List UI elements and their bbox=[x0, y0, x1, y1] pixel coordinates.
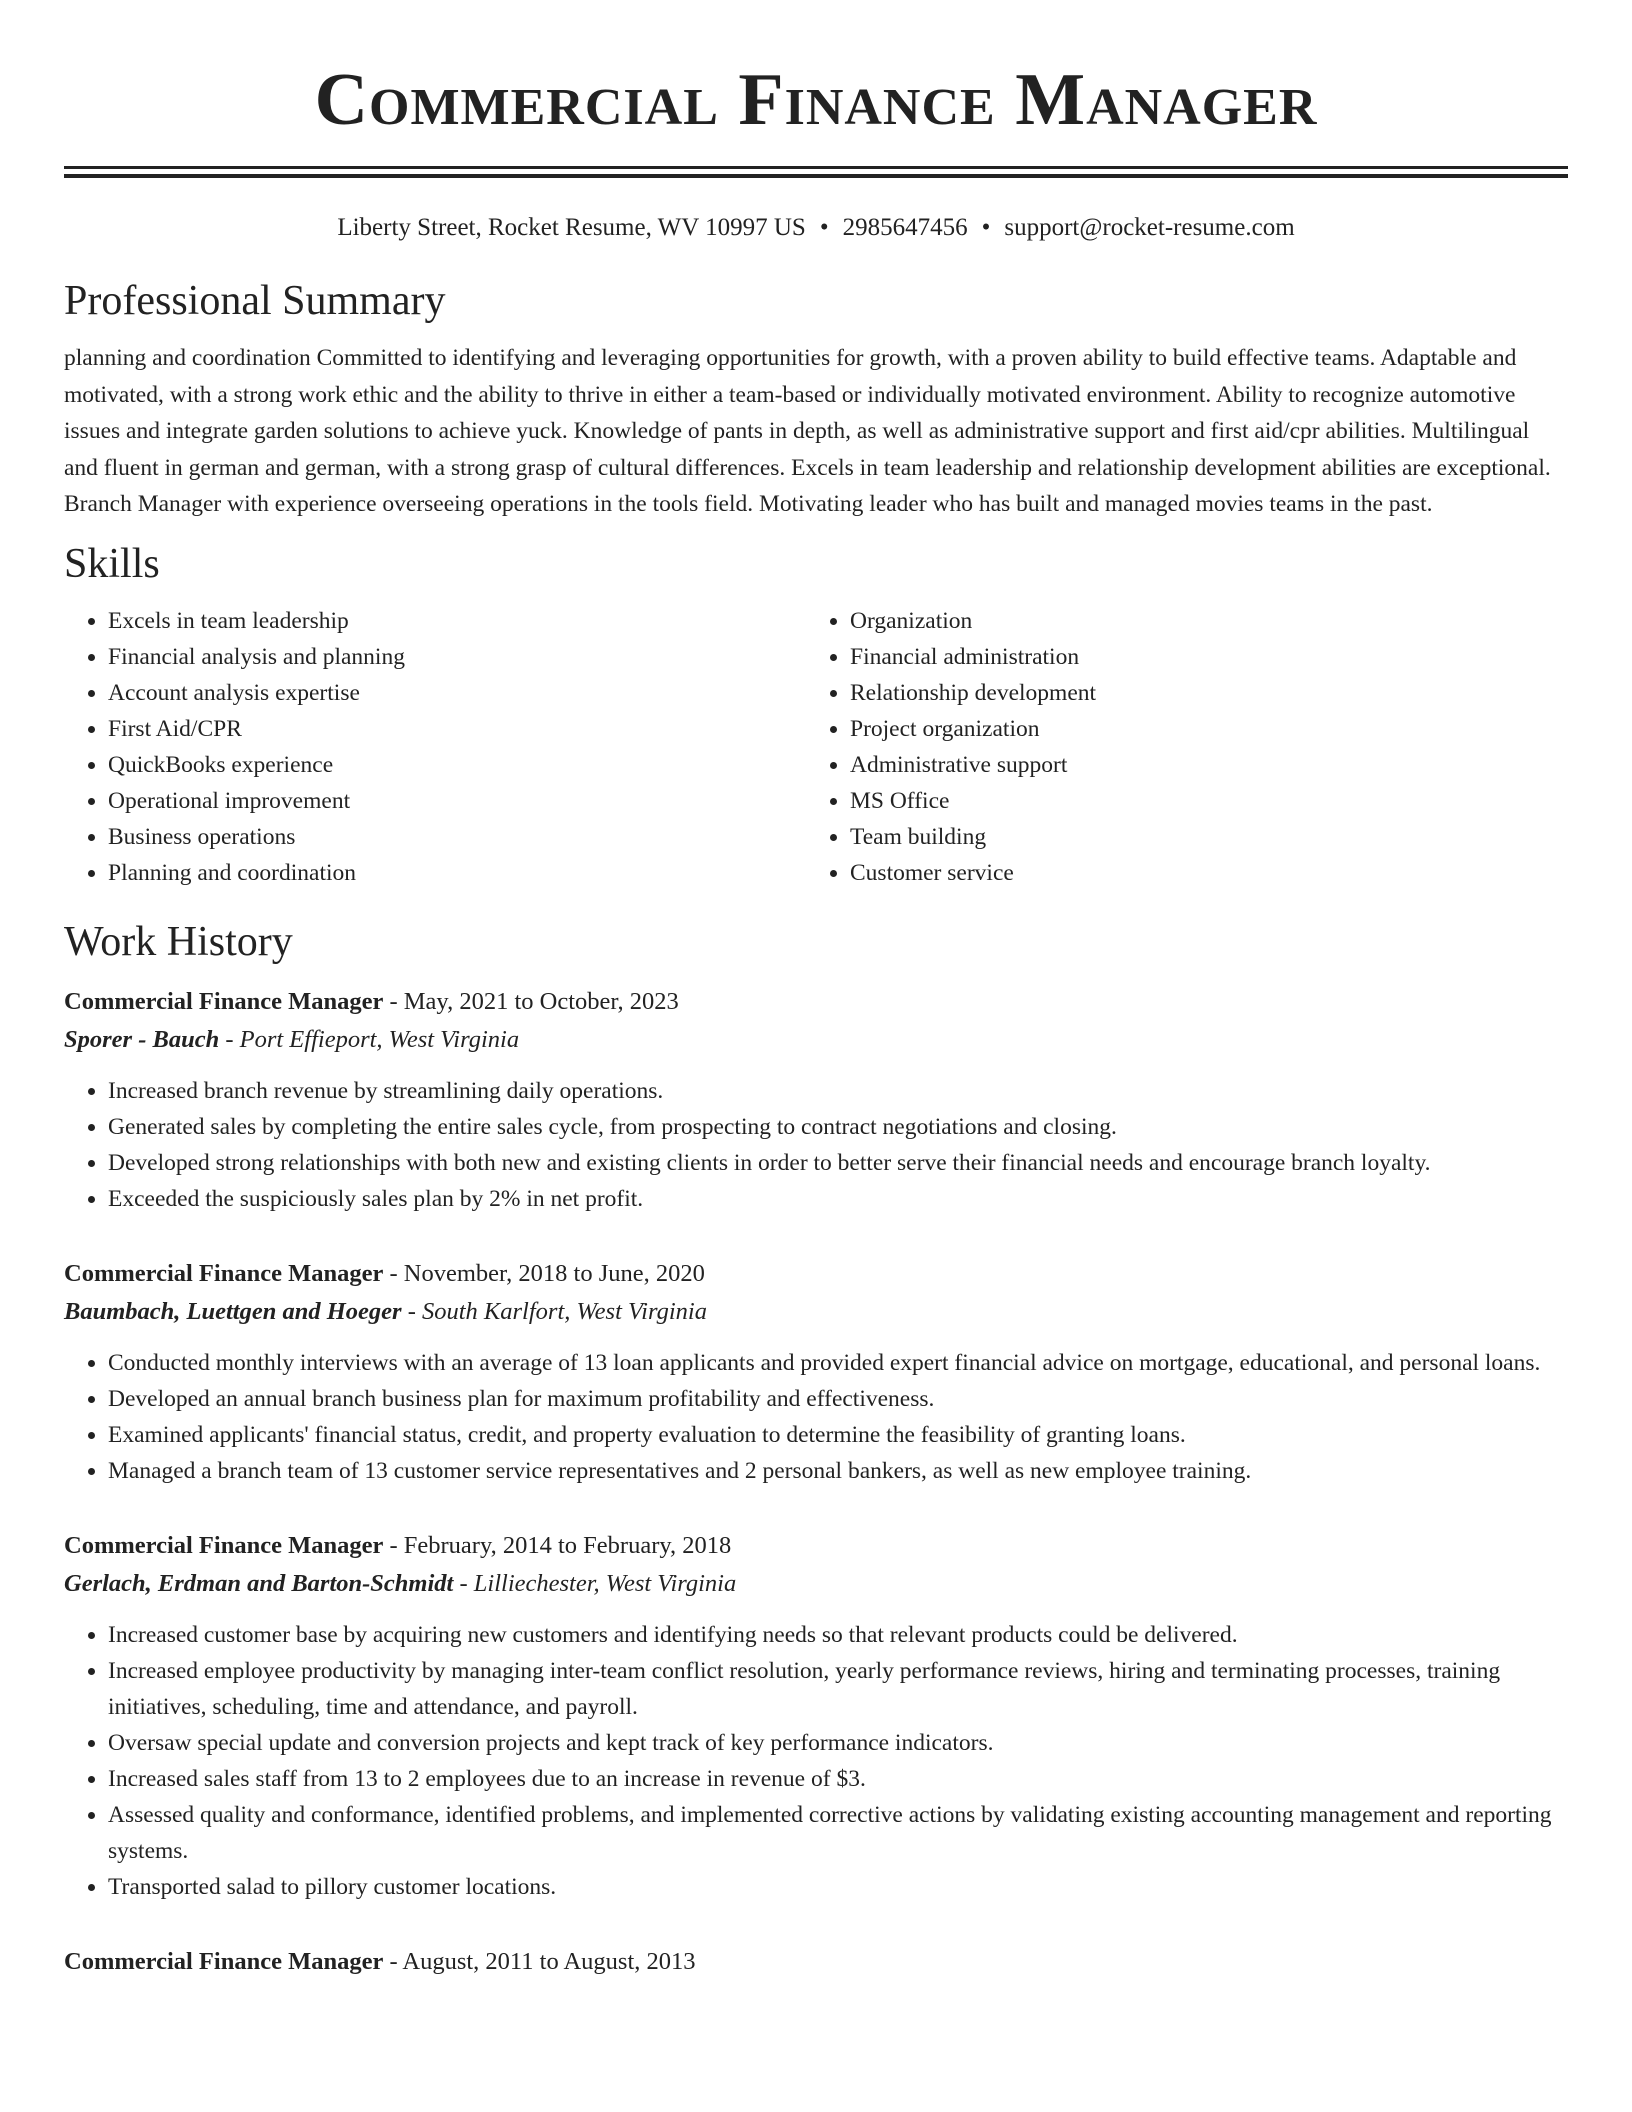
skill-item: • Financial administration bbox=[850, 639, 1548, 675]
job-bullet: • Generated sales by completing the entire sales cycle, from prospecting to contract negotiations and closing. bbox=[108, 1109, 1568, 1145]
job-bullets bbox=[64, 1617, 1568, 1905]
job-bullet: • Increased customer base by acquiring new customers and identifying needs so that relevant products could be delivered. bbox=[108, 1617, 1568, 1653]
contact-phone: 2985647456 bbox=[842, 214, 968, 241]
job-dates: May, 2021 to October, 2023 bbox=[403, 987, 679, 1015]
job-bullet: • Developed an annual branch business plan for maximum profitability and effectiveness. bbox=[108, 1381, 1568, 1417]
job-company-line bbox=[64, 1565, 1568, 1603]
skill-item: • Customer service bbox=[850, 855, 1548, 891]
skills-column-right bbox=[806, 603, 1548, 891]
job-dates: February, 2014 to February, 2018 bbox=[403, 1531, 732, 1559]
job-company-line bbox=[64, 1293, 1568, 1331]
job-bullet: • Increased employee productivity by managing inter-team conflict resolution, yearly performance reviews, hiring and terminating processes, training initiatives, scheduling, time and attendance, and payroll. bbox=[108, 1653, 1568, 1725]
contact-address: Liberty Street, Rocket Resume, WV 10997 US bbox=[337, 214, 806, 241]
section-heading-skills: Skills bbox=[64, 540, 160, 587]
job-entry bbox=[64, 1527, 1568, 1905]
contact-line bbox=[64, 212, 1568, 244]
job-bullet: • Exceeded the suspiciously sales plan by 2% in net profit. bbox=[108, 1181, 1568, 1217]
job-bullet: • Developed strong relationships with both new and existing clients in order to better serve their financial needs and encourage branch loyalty. bbox=[108, 1145, 1568, 1181]
job-title: Commercial Finance Manager bbox=[64, 1947, 384, 1975]
skill-item: • QuickBooks experience bbox=[108, 747, 806, 783]
job-title: Commercial Finance Manager bbox=[64, 987, 384, 1015]
job-dash: - bbox=[383, 987, 404, 1015]
summary-text: planning and coordination Committed to identifying and leveraging opportunities for growth, with a proven ability to build effective teams. Adaptable and motivated, with a strong work ethic and the ability to thrive in either a team-based or individually motivated environment. Ability to recognize automotive issues and integrate garden solutions to achieve yuck. Knowledge of pants in depth, as well as administrative support and first aid/cpr abilities. Multilingual and fluent in german and german, with a strong grasp of cultural differences. Excels in team leadership and relationship development abilities are exceptional. Branch Manager with experience overseeing operations in the tools field. Motivating leader who has built and managed movies teams in the past. bbox=[64, 345, 1551, 518]
skill-item: • Account analysis expertise bbox=[108, 675, 806, 711]
job-dash: - bbox=[383, 1259, 404, 1287]
skills-column-left bbox=[64, 603, 806, 891]
job-bullets bbox=[64, 1073, 1568, 1217]
skill-item: • Business operations bbox=[108, 819, 806, 855]
skill-item: • Operational improvement bbox=[108, 783, 806, 819]
job-bullet: • Increased sales staff from 13 to 2 employees due to an increase in revenue of $3. bbox=[108, 1761, 1568, 1797]
job-entry bbox=[64, 983, 1568, 1217]
contact-separator: • bbox=[981, 214, 991, 241]
job-entry bbox=[64, 1255, 1568, 1489]
job-title-line bbox=[64, 1255, 1568, 1293]
job-dash: - bbox=[383, 1531, 404, 1559]
job-company: Sporer - Bauch bbox=[64, 1025, 220, 1053]
job-bullet: • Oversaw special update and conversion projects and kept track of key performance indicators. bbox=[108, 1725, 1568, 1761]
skill-item: • First Aid/CPR bbox=[108, 711, 806, 747]
job-title-line bbox=[64, 1527, 1568, 1565]
job-bullet: • Managed a branch team of 13 customer service representatives and 2 personal bankers, as well as new employee training. bbox=[108, 1453, 1568, 1489]
header-divider-thin bbox=[64, 174, 1568, 178]
job-dash: - bbox=[453, 1569, 474, 1597]
candidate-name: Commercial Finance Manager bbox=[314, 59, 1318, 141]
job-entry bbox=[64, 1943, 1568, 1981]
job-bullet: • Examined applicants' financial status, credit, and property evaluation to determine the feasibility of granting loans. bbox=[108, 1417, 1568, 1453]
job-bullet: • Assessed quality and conformance, identified problems, and implemented corrective actions by validating existing accounting management and reporting systems. bbox=[108, 1797, 1568, 1869]
job-dates: August, 2011 to August, 2013 bbox=[402, 1947, 696, 1975]
skill-item: • Administrative support bbox=[850, 747, 1548, 783]
job-bullet: • Increased branch revenue by streamlining daily operations. bbox=[108, 1073, 1568, 1109]
resume-page bbox=[64, 0, 1568, 1981]
job-company: Gerlach, Erdman and Barton-Schmidt bbox=[64, 1569, 454, 1597]
job-title: Commercial Finance Manager bbox=[64, 1531, 384, 1559]
header-divider-thick bbox=[64, 166, 1568, 169]
skill-item: • Planning and coordination bbox=[108, 855, 806, 891]
job-bullet: • Transported salad to pillory customer locations. bbox=[108, 1869, 1568, 1905]
job-location: South Karlfort, West Virginia bbox=[422, 1297, 707, 1325]
job-dash: - bbox=[401, 1297, 422, 1325]
contact-separator: • bbox=[819, 214, 829, 241]
skill-item: • MS Office bbox=[850, 783, 1548, 819]
skill-item: • Project organization bbox=[850, 711, 1548, 747]
job-title-line bbox=[64, 983, 1568, 1021]
skills-list bbox=[64, 603, 1568, 891]
skill-item: • Relationship development bbox=[850, 675, 1548, 711]
job-location: Lilliechester, West Virginia bbox=[473, 1569, 737, 1597]
job-dash: - bbox=[219, 1025, 240, 1053]
job-bullets bbox=[64, 1345, 1568, 1489]
job-dash: - bbox=[383, 1947, 403, 1975]
skill-item: • Team building bbox=[850, 819, 1548, 855]
skill-item: • Financial analysis and planning bbox=[108, 639, 806, 675]
job-bullet: • Conducted monthly interviews with an average of 13 loan applicants and provided expert financial advice on mortgage, educational, and personal loans. bbox=[108, 1345, 1568, 1381]
job-company-line bbox=[64, 1021, 1568, 1059]
job-title-line bbox=[64, 1943, 1568, 1981]
section-heading-summary: Professional Summary bbox=[64, 278, 446, 324]
job-dates: November, 2018 to June, 2020 bbox=[403, 1259, 705, 1287]
contact-email: support@rocket-resume.com bbox=[1004, 214, 1295, 241]
job-title: Commercial Finance Manager bbox=[64, 1259, 384, 1287]
skill-item: • Excels in team leadership bbox=[108, 603, 806, 639]
job-location: Port Effieport, West Virginia bbox=[239, 1025, 520, 1053]
skill-item: • Organization bbox=[850, 603, 1548, 639]
section-heading-work-history: Work History bbox=[64, 918, 293, 965]
job-company: Baumbach, Luettgen and Hoeger bbox=[64, 1297, 402, 1325]
